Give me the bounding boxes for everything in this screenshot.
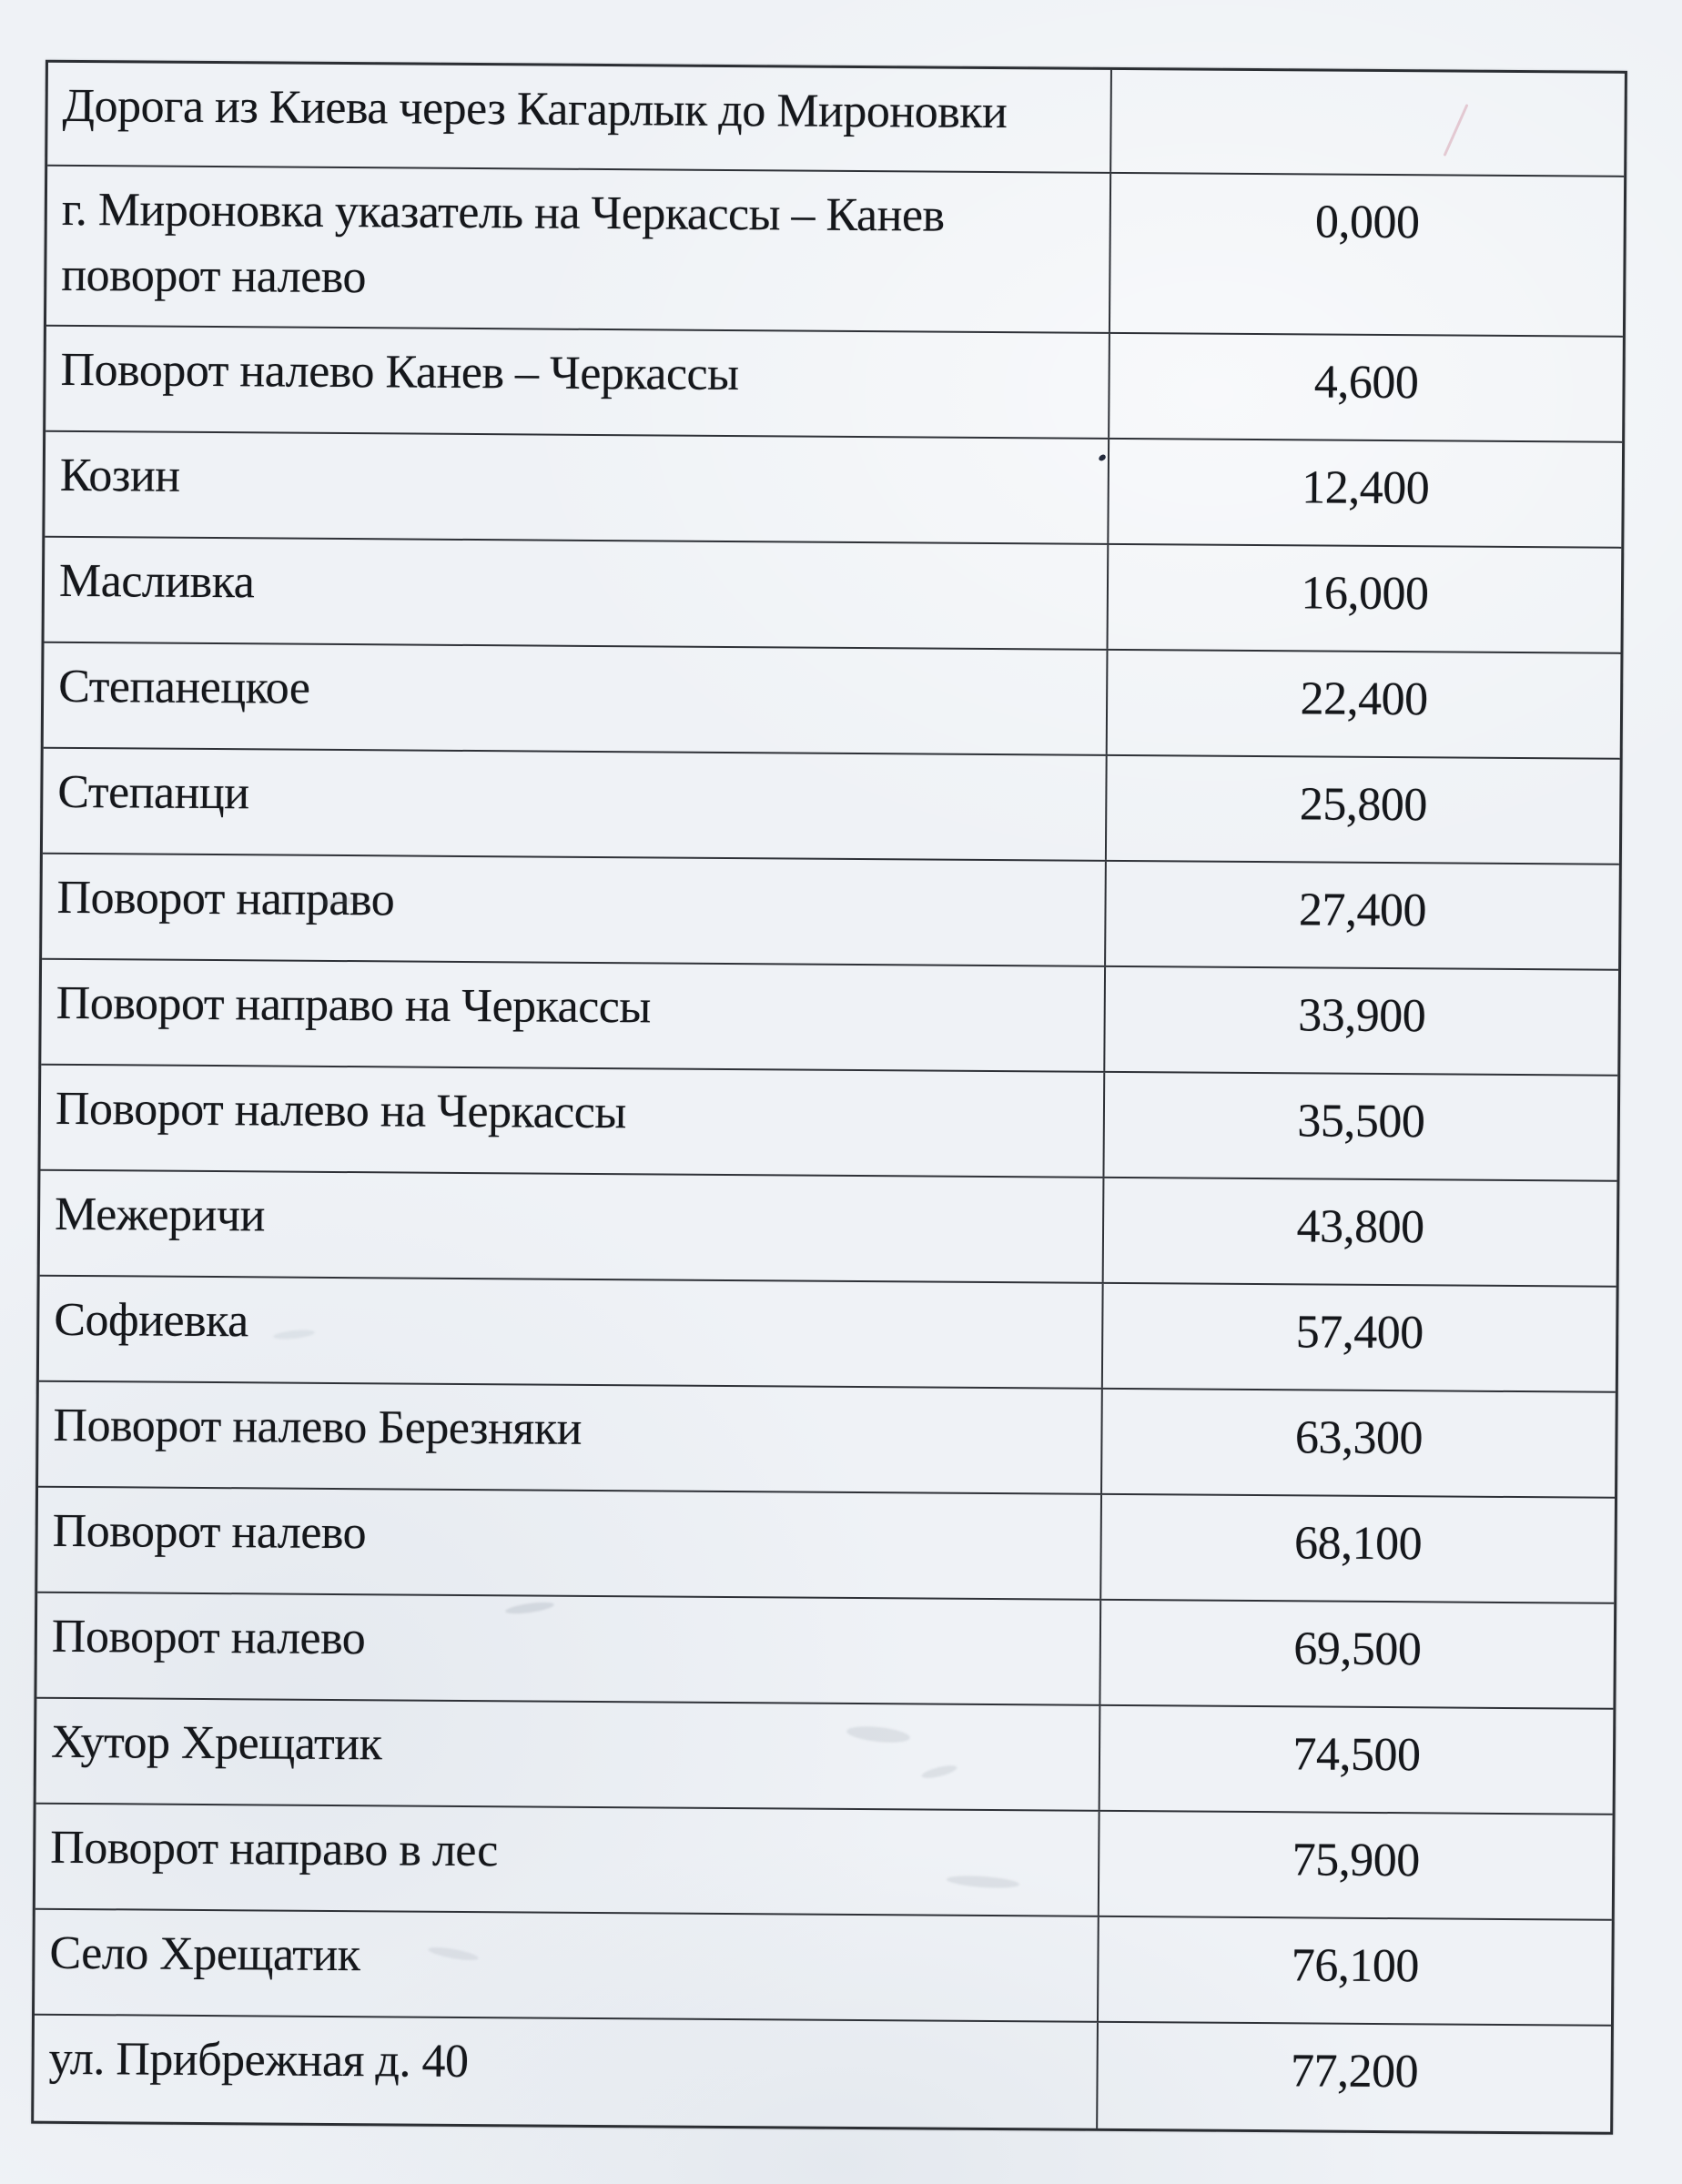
table-row — [40, 1171, 1617, 1288]
distance-value: 22,400 — [1300, 672, 1428, 726]
waypoint-label: Поворот направо на Черкассы — [41, 960, 1106, 1071]
distance-value: 33,900 — [1298, 989, 1426, 1043]
distance-value: 16,000 — [1301, 567, 1429, 621]
table-row — [34, 2016, 1611, 2132]
waypoint-label: Хутор Хрещатик — [36, 1699, 1101, 1810]
distance-value: 77,200 — [1290, 2045, 1419, 2098]
table-row — [44, 643, 1621, 760]
table-row — [46, 167, 1624, 338]
distance-value: 27,400 — [1298, 884, 1427, 937]
waypoint-label: Поворот направо — [42, 854, 1107, 966]
distance-value: 57,400 — [1295, 1306, 1424, 1360]
table-row — [37, 1488, 1615, 1604]
table-row — [38, 1382, 1616, 1499]
waypoint-label: г. Мироновка указатель на Черкассы – Канев поворот налево — [46, 167, 1111, 332]
table-row — [36, 1699, 1614, 1815]
table-row — [46, 327, 1623, 443]
distance-value: 75,900 — [1292, 1834, 1420, 1887]
table-row — [47, 63, 1625, 177]
waypoint-label: Масливка — [45, 538, 1110, 649]
distance-value: 12,400 — [1302, 461, 1430, 515]
distance-value: 43,800 — [1296, 1200, 1424, 1254]
distance-value: 69,500 — [1293, 1623, 1422, 1676]
distance-value: 4,600 — [1313, 356, 1419, 410]
distance-value: 74,500 — [1292, 1728, 1421, 1782]
waypoint-label: Поворот налево на Черкассы — [40, 1066, 1105, 1177]
waypoint-label: Поворот налево Березняки — [38, 1382, 1103, 1493]
waypoint-label: Дорога из Киева через Кагарлык до Мироновки — [47, 63, 1112, 172]
distance-value — [1111, 70, 1625, 176]
waypoint-label: Степанецкое — [44, 643, 1109, 754]
distance-value: 0,000 — [1314, 196, 1420, 249]
waypoint-label: Поворот налево Канев – Черкассы — [46, 327, 1110, 438]
waypoint-label: Козин — [45, 432, 1110, 543]
waypoint-label: Поворот налево — [37, 1488, 1102, 1599]
table-row — [35, 1910, 1612, 2027]
waypoint-label: ул. Прибрежная д. 40 — [34, 2016, 1099, 2128]
waypoint-label: Межеричи — [40, 1171, 1105, 1282]
table-row — [45, 538, 1622, 654]
distance-value: 76,100 — [1291, 1939, 1420, 1993]
waypoint-label: Софиевка — [39, 1277, 1104, 1388]
table-row — [40, 1066, 1617, 1182]
table-row — [42, 854, 1619, 971]
distance-value: 68,100 — [1293, 1517, 1423, 1571]
table-row — [43, 749, 1620, 865]
route-distance-table — [31, 60, 1627, 2135]
table-row — [35, 1805, 1613, 1921]
distance-value: 25,800 — [1299, 778, 1428, 832]
distance-value: 63,300 — [1294, 1411, 1424, 1465]
waypoint-label: Степанци — [43, 749, 1108, 860]
table-row — [45, 432, 1622, 549]
waypoint-label: Село Хрещатик — [35, 1910, 1099, 2021]
table-row — [41, 960, 1618, 1077]
waypoint-label: Поворот направо в лес — [35, 1805, 1100, 1916]
waypoint-label: Поворот налево — [36, 1593, 1101, 1704]
distance-value: 35,500 — [1297, 1095, 1425, 1148]
table-row — [36, 1593, 1614, 1710]
